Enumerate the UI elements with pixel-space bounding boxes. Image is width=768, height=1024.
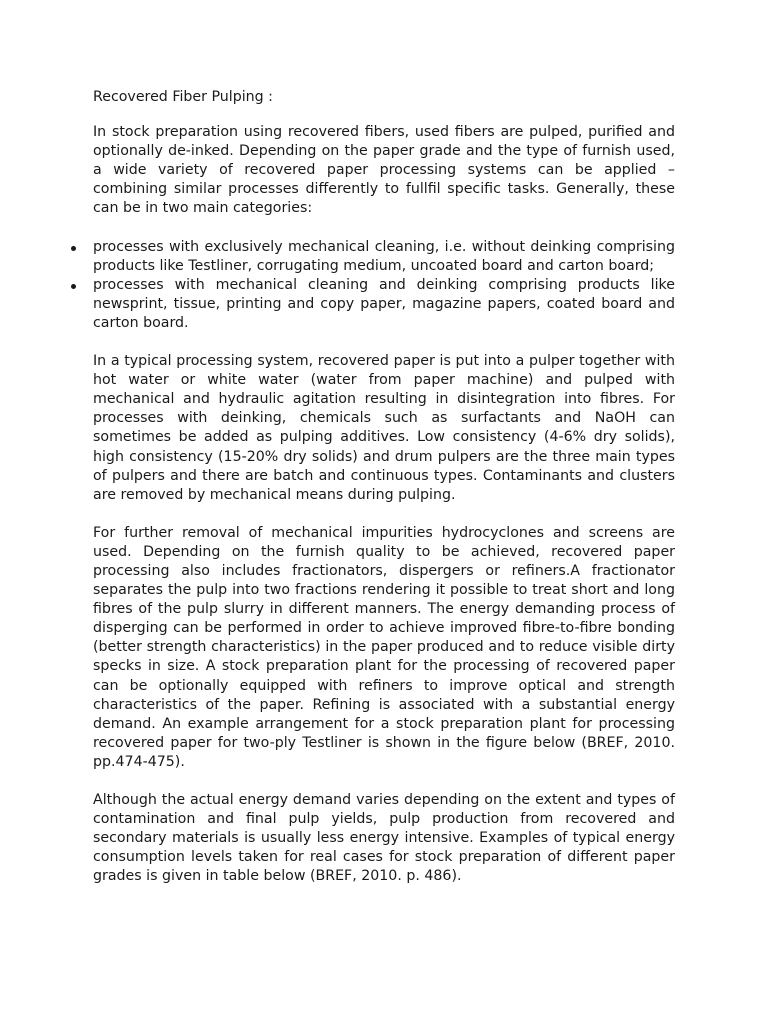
list-item [93, 276, 675, 333]
list-item-text: processes with mechanical cleaning and deinking comprising products like newsprint, tissue, printing and copy paper, magazine papers, coated board and carton board. [93, 276, 675, 331]
pulping-paragraph: In a typical processing system, recovered paper is put into a pulper together with hot water or white water (water from paper machine) and pulped with mechanical and hydraulic agitation resulting in disintegration into fibres. For processes with deinking, chemicals such as surfactants and NaOH can sometimes be added as pulping additives. Low consistency (4-6% dry solids), high consistency (15-20% dry solids) and drum pulpers are the three main types of pulpers and there are batch and continuous types. Contaminants and clusters are removed by mechanical means during pulping. [93, 353, 675, 503]
bullet-icon [71, 246, 76, 251]
document-page [93, 88, 675, 905]
list-item [93, 238, 675, 276]
list-item-text: processes with exclusively mechanical cleaning, i.e. without deinking comprising products like Testliner, corrugating medium, uncoated board and carton board; [93, 238, 675, 274]
section-heading: Recovered Fiber Pulping : [93, 89, 273, 105]
energy-paragraph: Although the actual energy demand varies depending on the extent and types of contamination and final pulp yields, pulp production from recovered and secondary materials is usually less energy intensive. Examples of typical energy consumption levels taken for real cases for stock preparation of different paper grades is given in table below (BREF, 2010. p. 486). [93, 792, 675, 885]
bullet-icon [71, 284, 76, 289]
intro-paragraph: In stock preparation using recovered fibers, used fibers are pulped, purified and optionally de-inked. Depending on the paper grade and the type of furnish used, a wide variety of recovered paper processing systems can be applied – combining similar processes differently to fullfil specific tasks. Generally, these can be in two main categories: [93, 124, 675, 217]
category-list [93, 238, 675, 333]
impurities-paragraph: For further removal of mechanical impurities hydrocyclones and screens are used. Depending on the furnish quality to be achieved, recovered paper processing also includes fractionators, dispergers or refiners.A fractionator separates the pulp into two fractions rendering it possible to treat short and long fibres of the pulp slurry in different manners. The energy demanding process of disperging can be performed in order to achieve improved fibre-to-fibre bonding (better strength characteristics) in the paper produced and to reduce visible dirty specks in size. A stock preparation plant for the processing of recovered paper can be optionally equipped with refiners to improve optical and strength characteristics of the paper. Refining is associated with a substantial energy demand. An example arrangement for a stock preparation plant for processing recovered paper for two-ply Testliner is shown in the figure below (BREF, 2010. pp.474-475). [93, 524, 675, 770]
